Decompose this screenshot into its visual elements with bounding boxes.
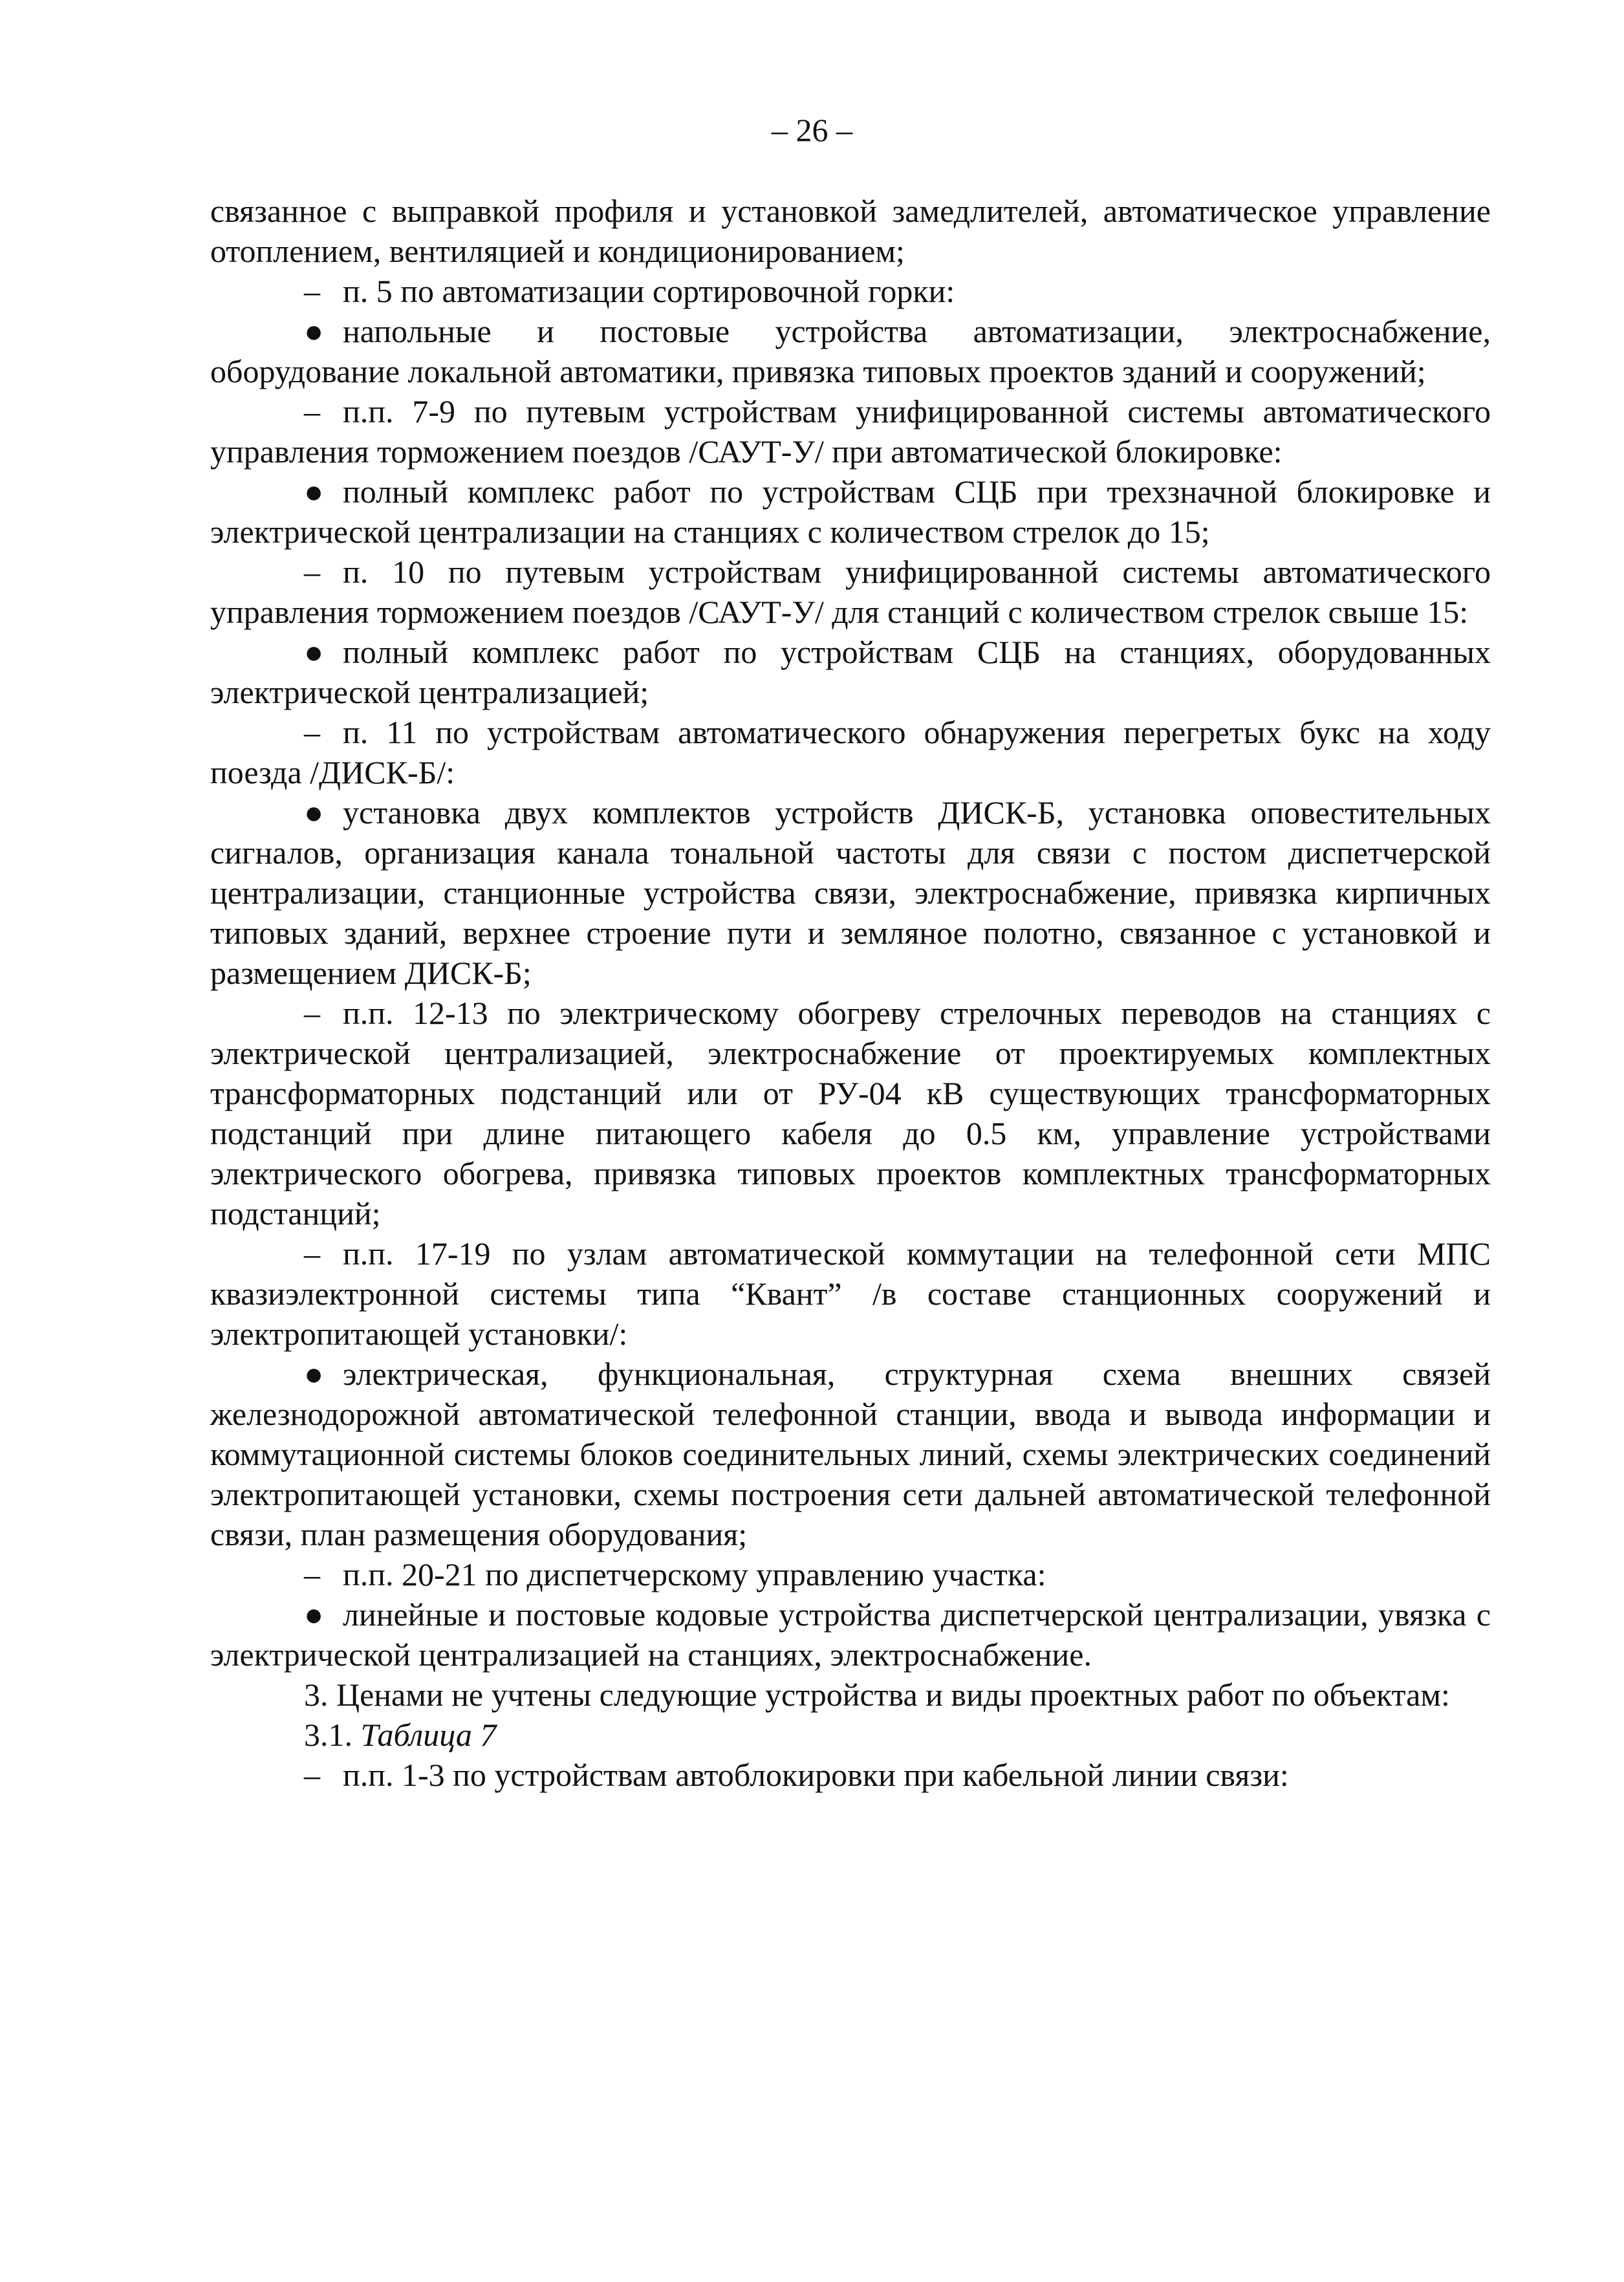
dash-marker: – — [304, 554, 320, 590]
dash-item-text: п.п. 7-9 по путевым устройствам унифицированной системы автоматического управления торможением поездов /САУТ-У/ при автоматической блокировке: — [210, 393, 1491, 470]
bullet-item-5 — [210, 1354, 1491, 1554]
bullet-item-text: линейные и постовые кодовые устройства диспетчерской централизации, увязка с электрической централизацией на станциях, электроснабжение. — [210, 1596, 1491, 1673]
bullet-item-2 — [210, 472, 1491, 552]
bullet-item-text: полный комплекс работ по устройствам СЦБ на станциях, оборудованных электрической централизацией; — [210, 634, 1491, 710]
bullet-item-4 — [210, 792, 1491, 993]
dash-marker: – — [304, 273, 320, 309]
document-body — [210, 191, 1491, 1795]
bullet-icon: ● — [304, 1356, 324, 1392]
bullet-icon: ● — [304, 634, 324, 670]
dash-item-pp12-13 — [210, 993, 1491, 1233]
dash-item-text: п.п. 20-21 по диспетчерскому управлению участка: — [343, 1556, 1046, 1592]
bullet-item-1 — [210, 311, 1491, 391]
dash-item-text: п. 10 по путевым устройствам унифицированной системы автоматического управления торможением поездов /САУТ-У/ для станций с количеством стрелок свыше 15: — [210, 554, 1491, 630]
dash-marker: – — [304, 714, 320, 750]
dash-item-pp7-9 — [210, 391, 1491, 472]
paragraph-continuation: связанное с выправкой профиля и установкой замедлителей, автоматическое управление отоплением, вентиляцией и кондиционированием; — [210, 193, 1491, 269]
bullet-icon: ● — [304, 794, 324, 831]
dash-item-text: п.п. 17-19 по узлам автоматической коммутации на телефонной сети МПС квазиэлектронной системы типа “Квант” /в составе станционных сооружений и электропитающей установки/: — [210, 1235, 1491, 1352]
dash-marker: – — [304, 1235, 320, 1272]
subsection-3-1 — [210, 1715, 1491, 1755]
dash-marker: – — [304, 1757, 320, 1793]
dash-item-p10 — [210, 552, 1491, 632]
dash-item-text: п.п. 12-13 по электрическому обогреву стрелочных переводов на станциях с электрической централизацией, электроснабжение от проектируемых комплектных трансформаторных подстанций или от РУ-04 кВ существующих трансформаторных подстанций при длине питающего кабеля до 0.5 км, управление устройствами электрического обогрева, привязка типовых проектов комплектных трансформаторных подстанций; — [210, 995, 1491, 1232]
bullet-icon: ● — [304, 313, 324, 349]
bullet-item-text: напольные и постовые устройства автоматизации, электроснабжение, оборудование локальной автоматики, привязка типовых проектов зданий и сооружений; — [210, 313, 1491, 389]
bullet-item-text: полный комплекс работ по устройствам СЦБ при трехзначной блокировке и электрической централизации на станциях с количеством стрелок до 15; — [210, 473, 1491, 550]
dash-item-text: п.п. 1-3 по устройствам автоблокировки при кабельной линии связи: — [343, 1757, 1289, 1793]
bullet-item-3 — [210, 632, 1491, 712]
dash-marker: – — [304, 393, 320, 429]
bullet-item-text: установка двух комплектов устройств ДИСК-Б, установка оповестительных сигналов, организация канала тональной частоты для связи с постом диспетчерской централизации, станционные устройства связи, электроснабжение, привязка кирпичных типовых зданий, верхнее строение пути и земляное полотно, связанное с установкой и размещением ДИСК-Б; — [210, 794, 1491, 991]
table-reference: Таблица 7 — [360, 1717, 497, 1753]
dash-item-pp1-3 — [210, 1755, 1491, 1795]
dash-item-pp17-19 — [210, 1233, 1491, 1354]
bullet-icon: ● — [304, 473, 324, 510]
dash-item-pp20-21 — [210, 1554, 1491, 1594]
bullet-item-6 — [210, 1594, 1491, 1675]
dash-item-p5 — [210, 271, 1491, 311]
dash-item-text: п. 11 по устройствам автоматического обнаружения перегретых букс на ходу поезда /ДИСК-Б/: — [210, 714, 1491, 790]
dash-marker: – — [304, 1556, 320, 1592]
dash-marker: – — [304, 995, 320, 1031]
dash-item-text: п. 5 по автоматизации сортировочной горки: — [343, 273, 955, 309]
paragraph-section-3: 3. Ценами не учтены следующие устройства и виды проектных работ по объектам: — [304, 1677, 1450, 1713]
page-number: – 26 – — [772, 112, 852, 148]
dash-item-p11 — [210, 712, 1491, 792]
subsection-number: 3.1. — [304, 1717, 352, 1753]
bullet-icon: ● — [304, 1596, 324, 1633]
bullet-item-text: электрическая, функциональная, структурная схема внешних связей железнодорожной автоматической телефонной станции, ввода и вывода информации и коммутационной системы блоков соединительных линий, схемы электрических соединений электропитающей установки, схемы построения сети дальней автоматической телефонной связи, план размещения оборудования; — [210, 1356, 1491, 1552]
